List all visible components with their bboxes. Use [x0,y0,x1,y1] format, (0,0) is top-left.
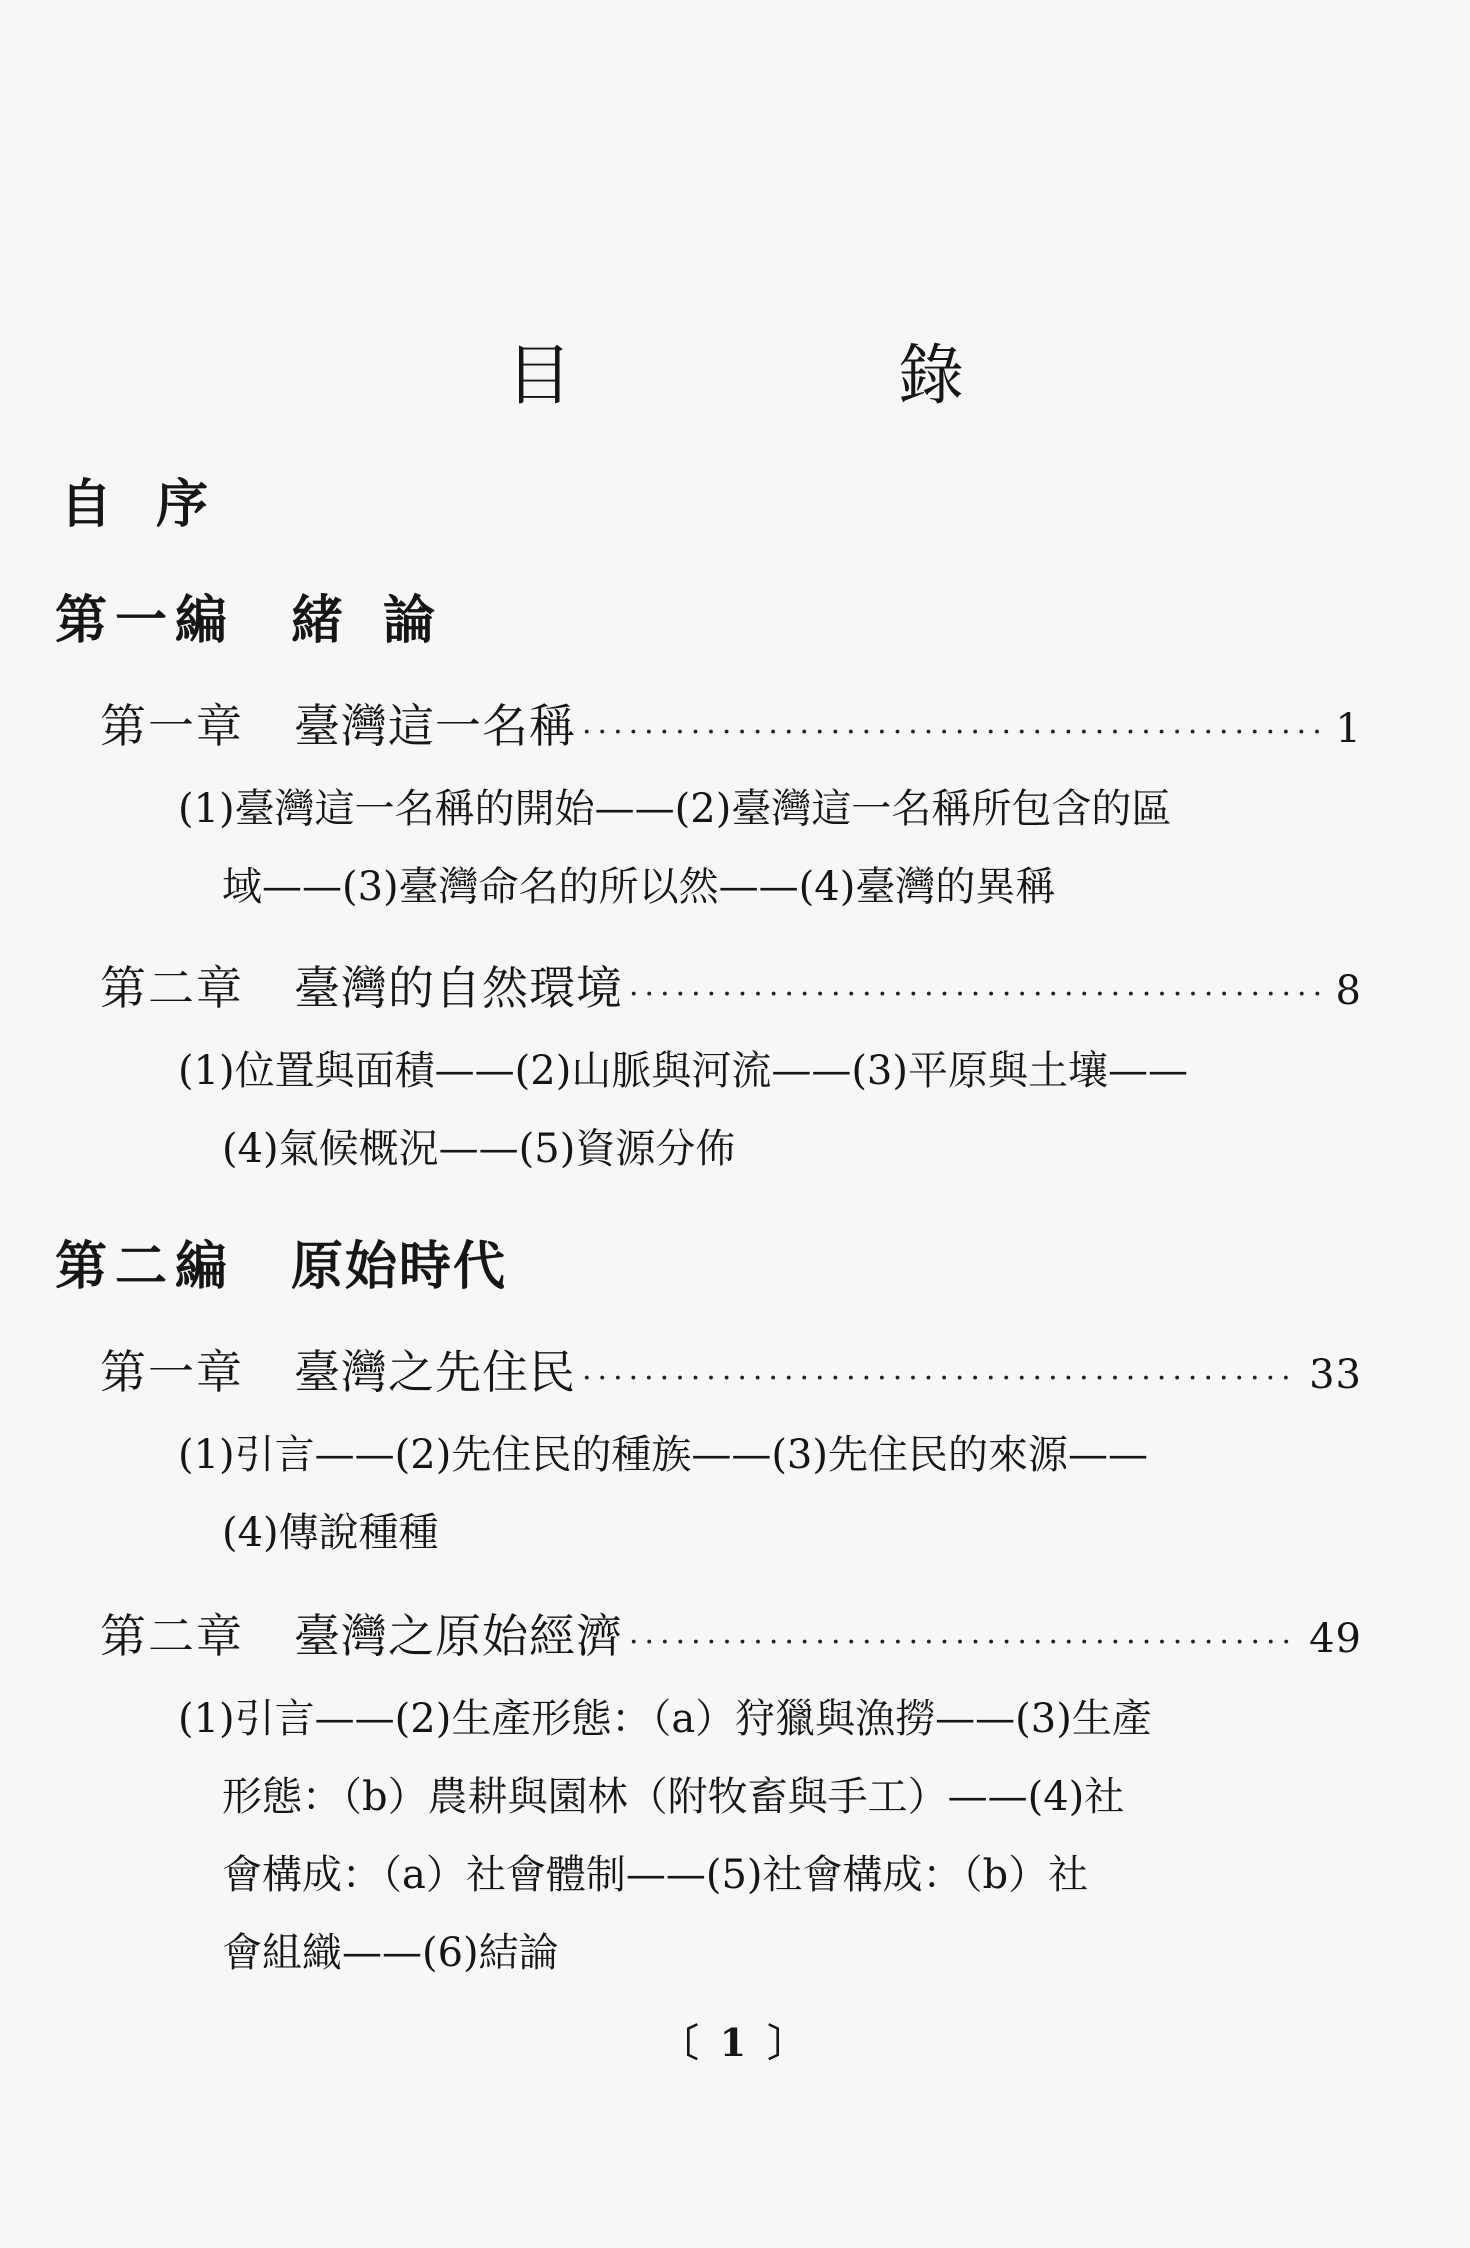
sections-line: (1)引言——(2)先住民的種族——(3)先住民的來源—— [178,1432,1148,1478]
chapter-sections [178,1680,1258,1992]
chapter-entry [100,952,1362,1018]
chapter-sections [178,770,1258,926]
chapter-number: 第一章 [100,699,244,753]
sections-line: (4)氣候概況——(5)資源分佈 [222,1126,736,1172]
sections-line: 形態：（b）農耕與園林（附牧畜與手工）——(4)社 [222,1774,1125,1820]
chapter-number: 第二章 [100,961,244,1015]
page-number: 33 [1309,1352,1362,1398]
part-name: 原始時代 [291,1237,508,1297]
chapter-sections [178,1032,1258,1188]
page-title: 目 錄 [506,337,1094,414]
folio-page-number: 〔 1 〕 [660,2020,810,2065]
chapter-number: 第二章 [100,1609,244,1663]
preface-heading: 自序 [60,475,253,535]
chapter-entry [100,1336,1362,1402]
sections-line: 會構成：（a）社會體制——(5)社會構成：（b）社 [222,1852,1089,1898]
part-number: 第二編 [55,1237,236,1297]
chapter-number: 第一章 [100,1345,244,1399]
part-heading [55,1224,507,1299]
chapter-entry [100,1600,1362,1666]
chapter-title: 臺灣之原始經濟 [294,1609,623,1663]
part-name: 緒論 [291,591,476,651]
chapter-entry [100,690,1362,756]
chapter-title: 臺灣這一名稱 [294,699,576,753]
sections-line: (4)傳說種種 [222,1510,439,1556]
page-number: 1 [1335,706,1362,752]
sections-line: (1)引言——(2)生產形態：（a）狩獵與漁撈——(3)生產 [178,1696,1152,1742]
page-number: 8 [1335,968,1362,1014]
leader-dots [629,977,1322,1012]
leader-dots [629,1625,1295,1660]
sections-line: 域——(3)臺灣命名的所以然——(4)臺灣的異稱 [222,864,1056,910]
chapter-title: 臺灣之先住民 [294,1345,576,1399]
leader-dots [582,1361,1295,1396]
page-number: 49 [1309,1616,1362,1662]
part-heading [55,578,475,653]
chapter-sections [178,1416,1258,1572]
sections-line: (1)臺灣這一名稱的開始——(2)臺灣這一名稱所包含的區 [178,786,1172,832]
leader-dots [582,715,1322,750]
part-number: 第一編 [55,591,236,651]
sections-line: (1)位置與面積——(2)山脈與河流——(3)平原與土壤—— [178,1048,1188,1094]
chapter-title: 臺灣的自然環境 [294,961,623,1015]
sections-line: 會組織——(6)結論 [222,1930,559,1976]
